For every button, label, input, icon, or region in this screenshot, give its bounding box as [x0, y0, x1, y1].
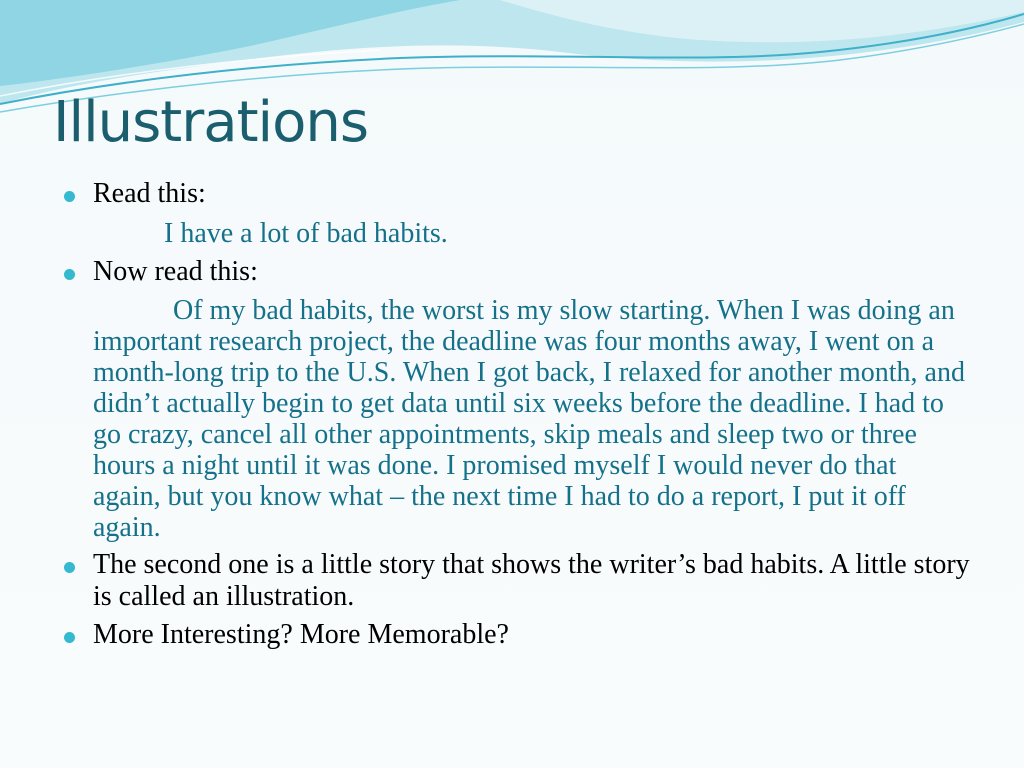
bullet-text: More Interesting? More Memorable? [93, 619, 509, 650]
bullet-text: Now read this: [93, 256, 258, 287]
slide-title: Illustrations [53, 90, 369, 155]
bullet-item [60, 256, 970, 288]
bullet-text: Read this: [93, 178, 206, 209]
bullet-dot-icon [64, 632, 75, 643]
bullet-item [60, 178, 970, 210]
bullet-dot-icon [64, 562, 75, 573]
slide-body [60, 178, 970, 651]
example-quote-long: Of my bad habits, the worst is my slow starting. When I was doing an important research project, the deadline was four months away, I went on a month-long trip to the U.S. When I got back, I relaxed for another month, and didn’t actually begin to get data until six weeks before the deadline. I had to go crazy, cancel all other appointments, skip meals and sleep two or three hours a night until it was done. I promised myself I would never do that again, but you know what – the next time I had to do a report, I put it off again. [93, 295, 965, 543]
example-quote-short: I have a lot of bad habits. [164, 218, 448, 249]
bullet-text: The second one is a little story that shows the writer’s bad habits. A little story is called an illustration. [93, 549, 970, 612]
bullet-dot-icon [64, 269, 75, 280]
bullet-item [60, 619, 970, 651]
bullet-item [60, 549, 970, 613]
bullet-dot-icon [64, 191, 75, 202]
